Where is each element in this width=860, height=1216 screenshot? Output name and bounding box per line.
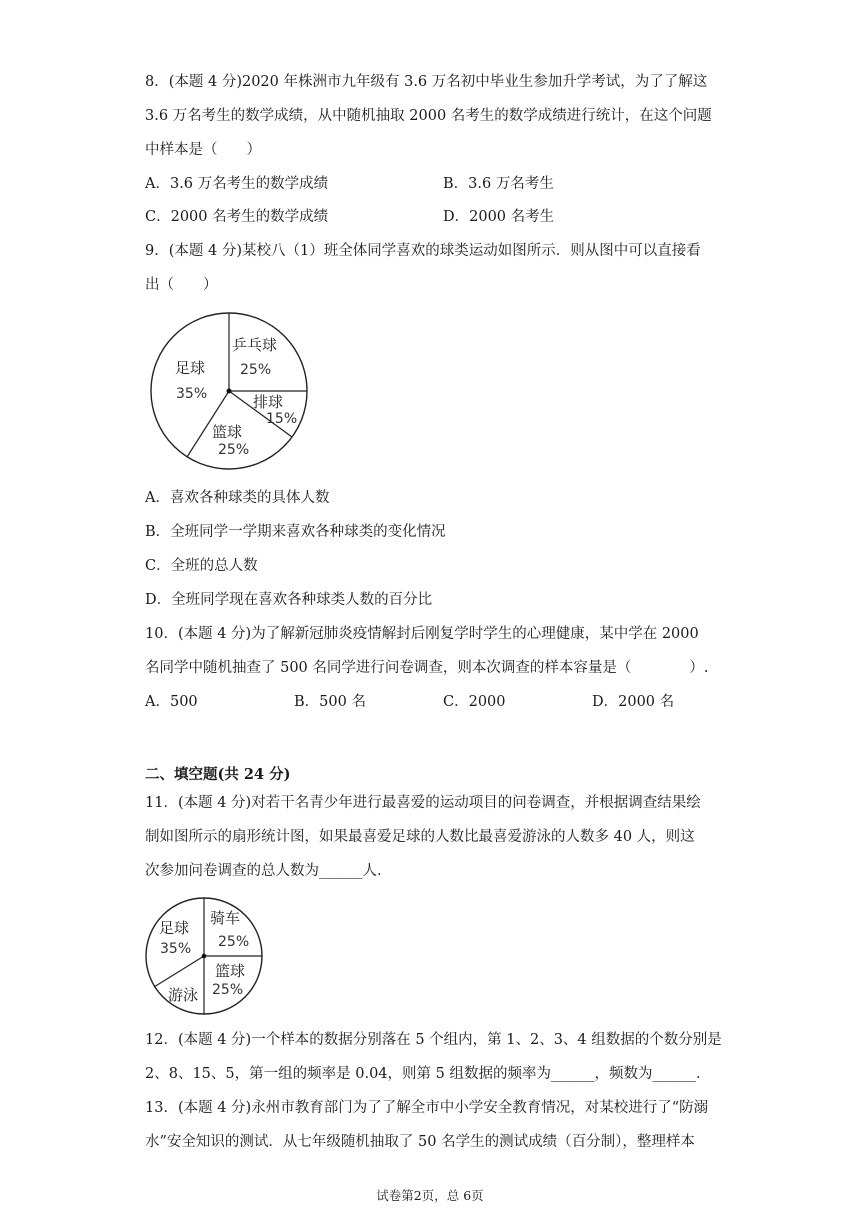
slice-value-basketball: 25% [212, 982, 244, 998]
q10-option-a: A．500 [145, 694, 198, 710]
q8-option-d: D．2000 名考生 [443, 209, 555, 225]
slice-value-pingpong: 25% [240, 362, 272, 378]
slice-value-cycling: 25% [218, 934, 250, 950]
q11-line-3: 次参加问卷调查的总人数为______人． [145, 863, 392, 879]
slice-label-swimming: 游泳 [168, 986, 199, 1004]
q10-option-c: C．2000 [443, 694, 506, 710]
q11-line-1: 11．(本题 4 分)对若干名青少年进行最喜爱的运动项目的问卷调查，并根据调查结果绘 [145, 795, 701, 811]
slice-label-football: 足球 [175, 359, 206, 377]
slice-label-basketball: 篮球 [215, 962, 246, 980]
q8-line-2: 3.6 万名考生的数学成绩，从中随机抽取 2000 名考生的数学成绩进行统计，在这个问题 [145, 108, 712, 124]
slice-label-volleyball: 排球 [253, 393, 284, 411]
q8-option-c: C．2000 名考生的数学成绩 [145, 209, 329, 225]
slice-value-football: 35% [176, 386, 208, 402]
q8-option-b: B．3.6 万名考生 [443, 176, 554, 192]
slice-value-football: 35% [160, 941, 192, 957]
q9-option-a: A．喜欢各种球类的具体人数 [145, 490, 330, 506]
slice-label-pingpong: 乒乓球 [232, 336, 278, 354]
slice-label-basketball: 篮球 [212, 423, 243, 441]
q10-option-d: D．2000 名 [592, 694, 675, 710]
q9-option-c: C．全班的总人数 [145, 558, 258, 574]
q9-line-2: 出（ ） [145, 277, 218, 293]
pie-center [202, 954, 207, 959]
q8-option-a: A．3.6 万名考生的数学成绩 [145, 176, 329, 192]
slice-value-volleyball: 15% [266, 411, 298, 427]
q10-option-b: B．500 名 [294, 694, 366, 710]
q12-line-2: 2、8、15、5，第一组的频率是 0.04，则第 5 组数据的频率为______，频数为______． [145, 1066, 711, 1082]
q8-line-1: 8．(本题 4 分)2020 年株洲市九年级有 3.6 万名初中毕业生参加升学考试，为了了解这 [145, 74, 708, 90]
slice-label-football: 足球 [159, 919, 190, 937]
sports-pie-chart [142, 896, 268, 1018]
section-fill-in-blank-title: 二、填空题(共 24 分) [145, 766, 291, 783]
slice-label-cycling: 骑车 [210, 909, 241, 927]
q9-option-b: B．全班同学一学期来喜欢各种球类的变化情况 [145, 524, 446, 540]
q8-line-3: 中样本是（ ） [145, 142, 261, 158]
ball-sports-pie-chart [145, 308, 315, 472]
q10-line-2: 名同学中随机抽查了 500 名同学进行问卷调查，则本次调查的样本容量是（ ）. [145, 660, 709, 676]
q9-line-1: 9．(本题 4 分)某校八（1）班全体同学喜欢的球类运动如图所示．则从图中可以直接看 [145, 243, 701, 259]
q9-option-d: D．全班同学现在喜欢各种球类人数的百分比 [145, 592, 433, 608]
q13-line-2: 水”安全知识的测试．从七年级随机抽取了 50 名学生的测试成绩（百分制），整理样本 [145, 1134, 695, 1150]
q12-line-1: 12．(本题 4 分)一个样本的数据分别落在 5 个组内，第 1、2、3、4 组数据的个数分别是 [145, 1032, 722, 1048]
q11-line-2: 制如图所示的扇形统计图，如果最喜爱足球的人数比最喜爱游泳的人数多 40 人，则这 [145, 829, 695, 845]
page-footer: 试卷第2页，总 6页 [376, 1188, 484, 1203]
pie-divider-football [154, 956, 204, 987]
q13-line-1: 13．(本题 4 分)永州市教育部门为了了解全市中小学安全教育情况，对某校进行了“防溺 [145, 1100, 709, 1116]
slice-value-basketball: 25% [218, 442, 250, 458]
pie-center [227, 389, 232, 394]
q10-line-1: 10．(本题 4 分)为了解新冠肺炎疫情解封后刚复学时学生的心理健康，某中学在 2000 [145, 626, 699, 642]
